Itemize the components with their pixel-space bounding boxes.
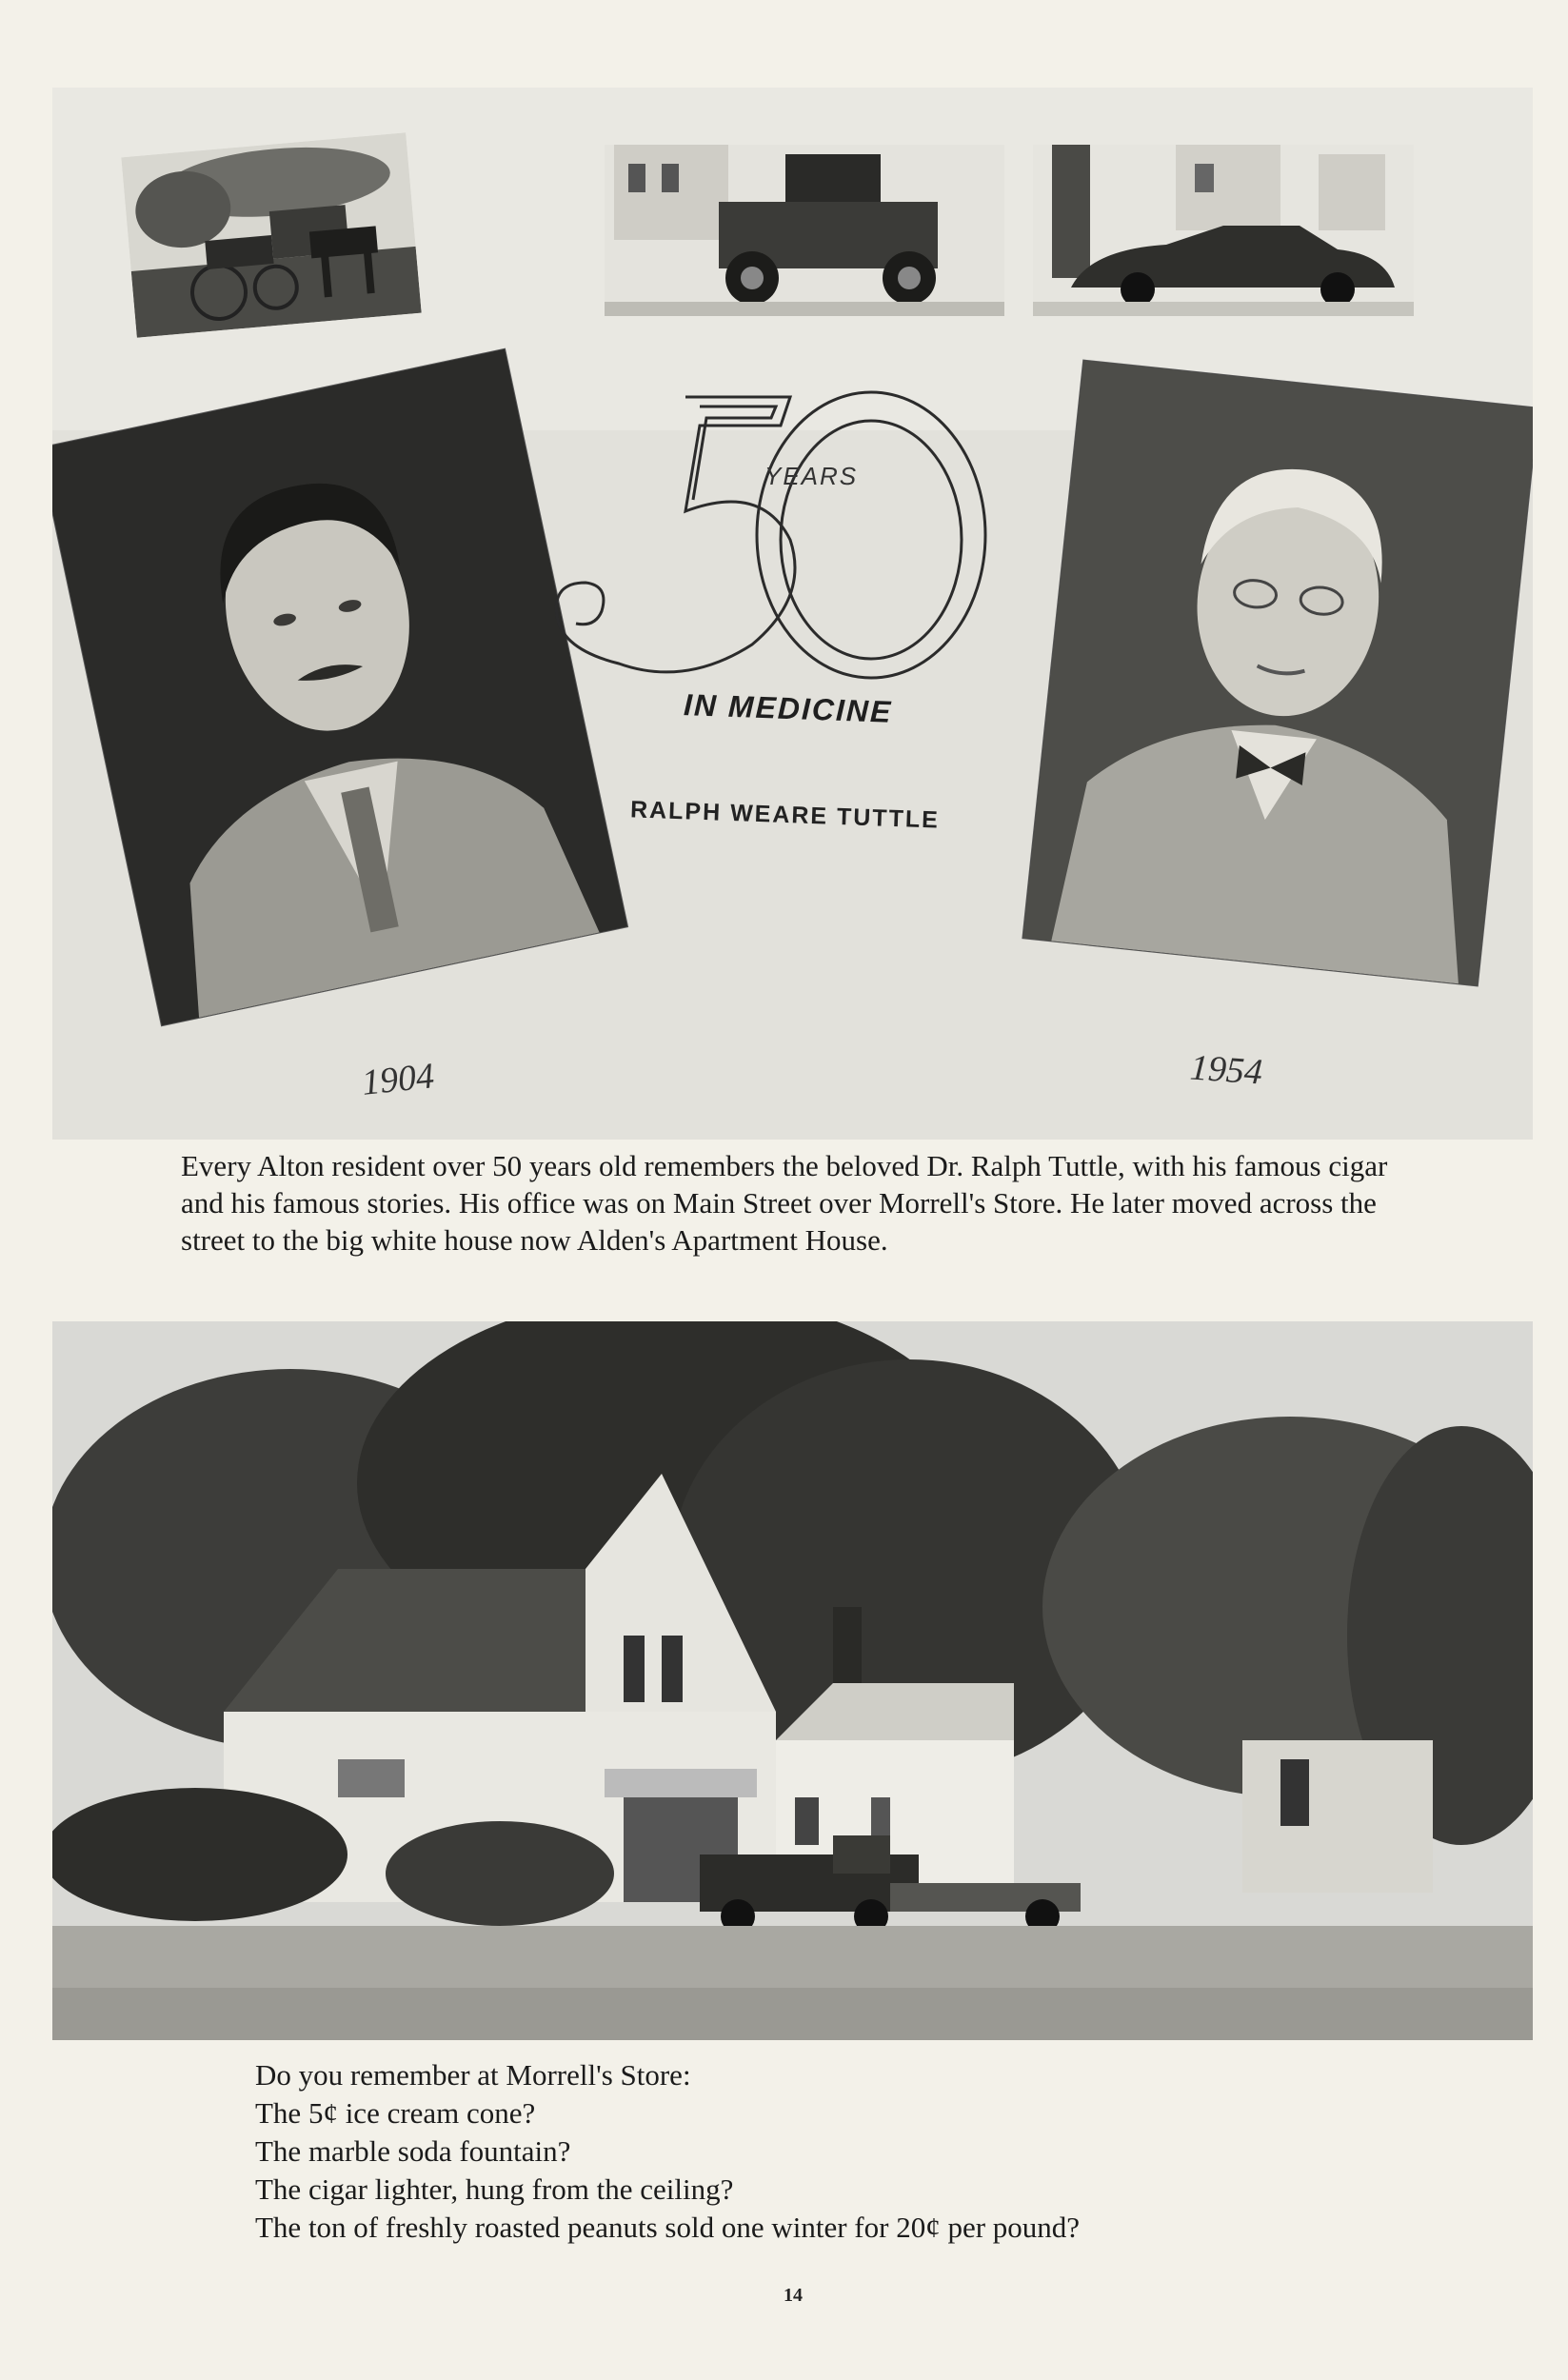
years-label: YEARS <box>764 462 859 490</box>
portrait-1954 <box>1022 361 1533 986</box>
portrait-year-right: 1954 <box>1188 1047 1264 1093</box>
photo-plate-tuttle <box>52 88 1533 1140</box>
list-item: Do you remember at Morrell's Store: <box>255 2058 691 2092</box>
doctor-name: RALPH WEARE TUTTLE <box>629 796 941 834</box>
list-item: The marble soda fountain? <box>255 2134 571 2168</box>
early-automobile-photo <box>605 145 1004 316</box>
fifty-years-emblem <box>543 378 1019 692</box>
portrait-year-left: 1904 <box>360 1056 436 1103</box>
modern-car-photo <box>1033 145 1414 316</box>
list-item: The cigar lighter, hung from the ceiling? <box>255 2172 734 2206</box>
page-number: 14 <box>784 2285 803 2306</box>
morrells-store-photo <box>52 1321 1533 2040</box>
horse-buggy-photo <box>121 132 421 337</box>
store-memories-list <box>255 2056 1493 2247</box>
list-item: The ton of freshly roasted peanuts sold one winter for 20¢ per pound? <box>255 2211 1081 2244</box>
tuttle-caption: Every Alton resident over 50 years old remembers the beloved Dr. Ralph Tuttle, with his famous cigar and his famous stories. His office was on Main Street over Morrell's Store. He later moved across the street to the big white house now Alden's Apartment House. <box>181 1149 1388 1257</box>
list-item: The 5¢ ice cream cone? <box>255 2096 536 2130</box>
portrait-1904 <box>52 349 627 1025</box>
in-medicine-heading: IN MEDICINE <box>683 687 893 729</box>
